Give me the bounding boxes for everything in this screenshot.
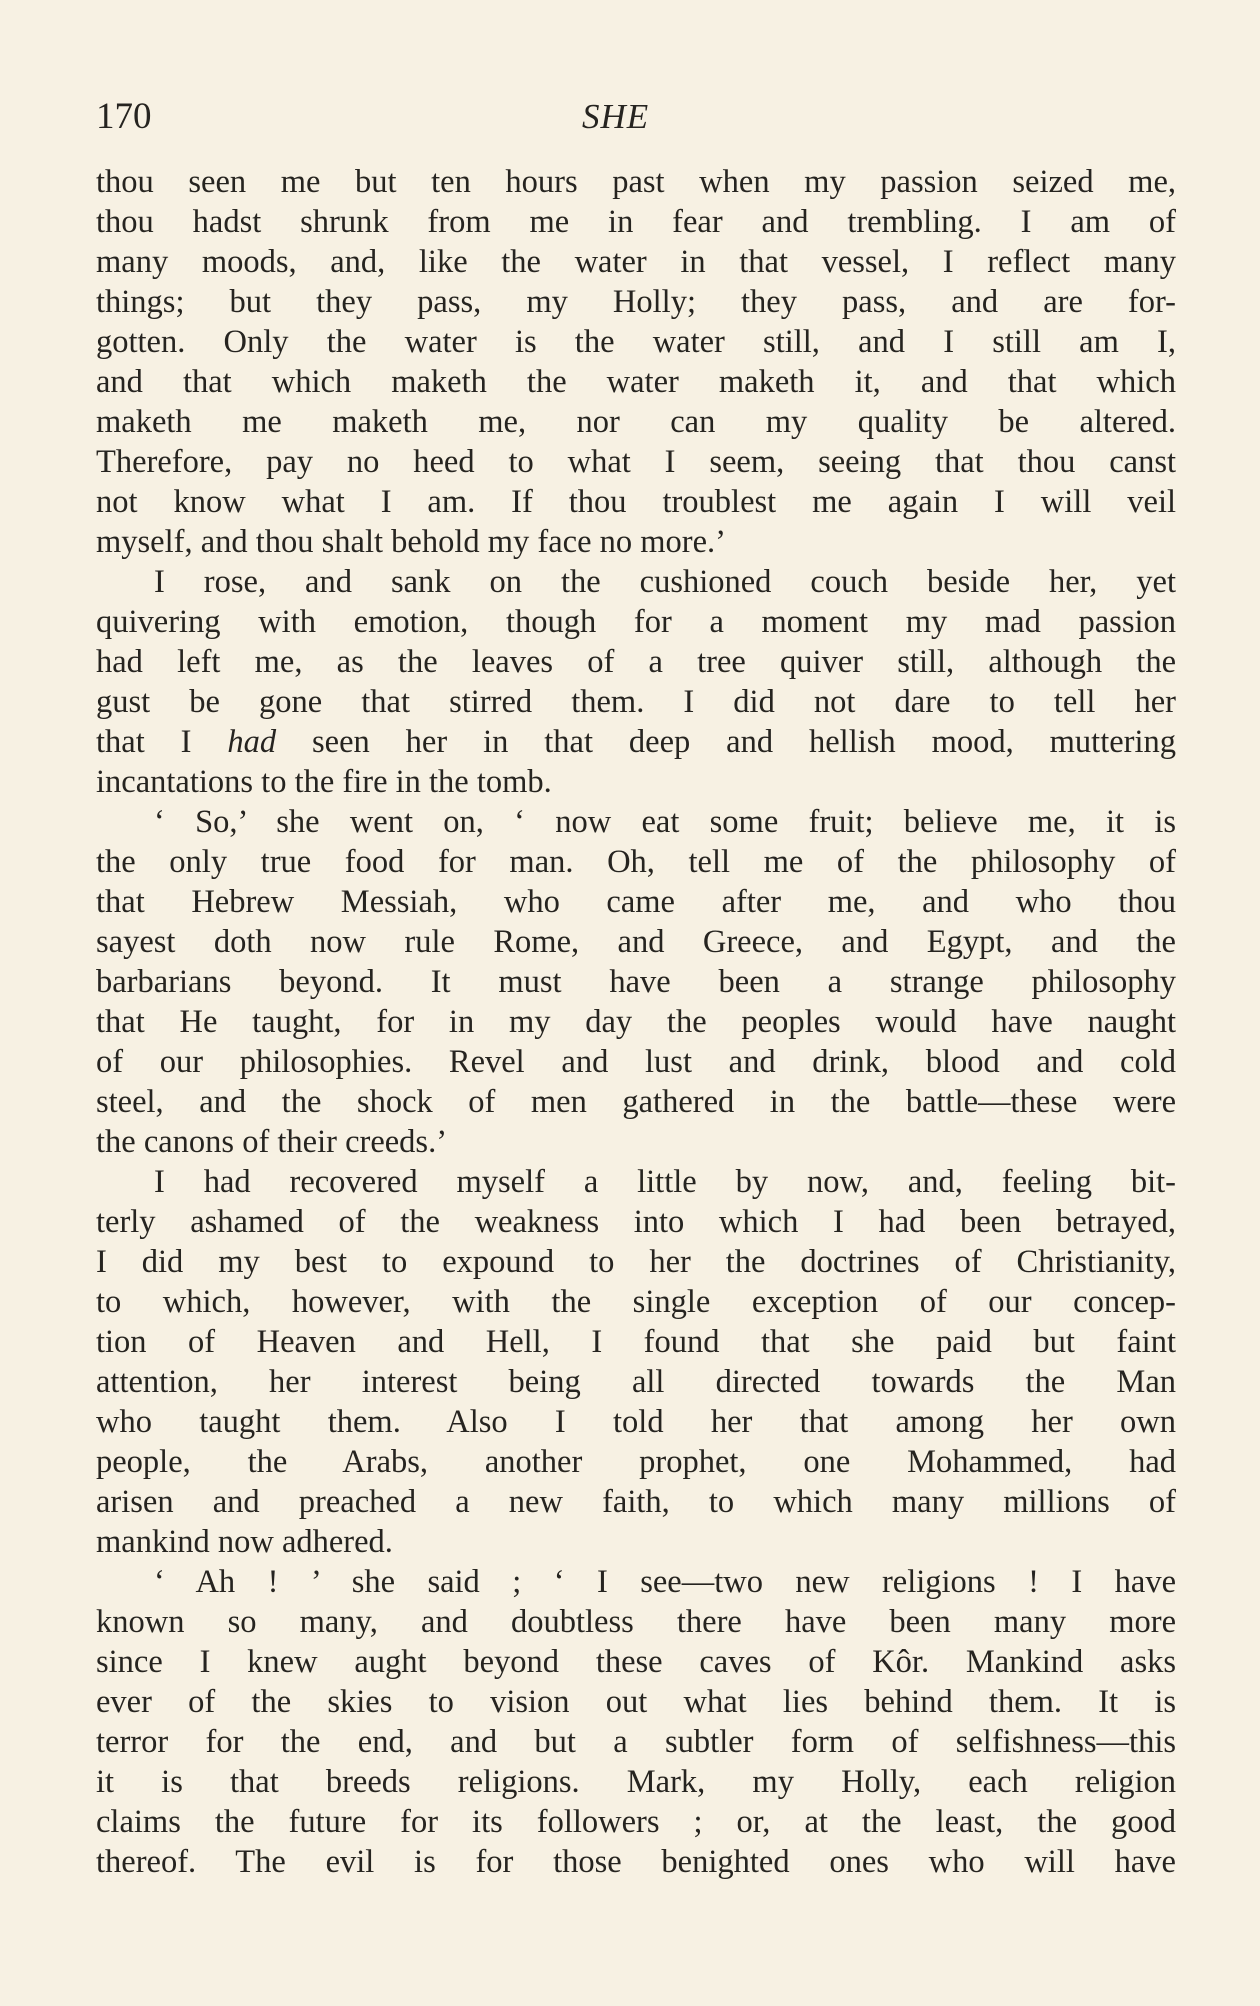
text-line: thereof. The evil is for those benighted ones who will have xyxy=(96,1844,1176,1880)
text-line: claims the future for its followers ; or, at the least, the good xyxy=(96,1804,1176,1840)
text-line: thou seen me but ten hours past when my passion seized me, xyxy=(96,164,1176,200)
text-line: thou hadst shrunk from me in fear and trembling. I am of xyxy=(96,204,1176,240)
text-line: attention, her interest being all directed towards the Man xyxy=(96,1364,1176,1400)
text-line: had left me, as the leaves of a tree quiver still, although the xyxy=(96,644,1176,680)
text-line: sayest doth now rule Rome, and Greece, and Egypt, and the xyxy=(96,924,1176,960)
text-line: I rose, and sank on the cushioned couch beside her, yet xyxy=(154,564,1176,600)
text-line: mankind now adhered. xyxy=(96,1524,393,1560)
text-line: terly ashamed of the weakness into which I had been betrayed, xyxy=(96,1204,1176,1240)
running-title: SHE xyxy=(582,97,650,136)
text-line: barbarians beyond. It must have been a strange philosophy xyxy=(96,964,1176,1000)
text-line: arisen and preached a new faith, to which many millions of xyxy=(96,1484,1176,1520)
text-line: that I had seen her in that deep and hellish mood, muttering xyxy=(96,724,1176,760)
text-line: that Hebrew Messiah, who came after me, and who thou xyxy=(96,884,1176,920)
text-line: gust be gone that stirred them. I did not dare to tell her xyxy=(96,684,1176,720)
text-line: since I knew aught beyond these caves of Kôr. Mankind asks xyxy=(96,1644,1176,1680)
text-line: steel, and the shock of men gathered in the battle—these were xyxy=(96,1084,1176,1120)
text-line: who taught them. Also I told her that among her own xyxy=(96,1404,1176,1440)
text-line: things; but they pass, my Holly; they pass, and are for- xyxy=(96,284,1176,320)
body-text xyxy=(96,162,1176,1882)
running-head xyxy=(96,92,1176,142)
text-line: quivering with emotion, though for a moment my mad passion xyxy=(96,604,1176,640)
text-line: and that which maketh the water maketh it, and that which xyxy=(96,364,1176,400)
text-line: it is that breeds religions. Mark, my Holly, each religion xyxy=(96,1764,1176,1800)
emphasis: had xyxy=(227,724,277,760)
text-line: known so many, and doubtless there have been many more xyxy=(96,1604,1176,1640)
text-line: of our philosophies. Revel and lust and drink, blood and cold xyxy=(96,1044,1176,1080)
text-line: ‘ So,’ she went on, ‘ now eat some fruit; believe me, it is xyxy=(154,804,1176,840)
text-line: people, the Arabs, another prophet, one Mohammed, had xyxy=(96,1444,1176,1480)
page-number: 170 xyxy=(96,96,152,137)
text-line: to which, however, with the single exception of our concep- xyxy=(96,1284,1176,1320)
text-line: many moods, and, like the water in that vessel, I reflect many xyxy=(96,244,1176,280)
text-line: the only true food for man. Oh, tell me of the philosophy of xyxy=(96,844,1176,880)
text-line: ‘ Ah ! ’ she said ; ‘ I see—two new religions ! I have xyxy=(154,1564,1176,1600)
text-line: Therefore, pay no heed to what I seem, seeing that thou canst xyxy=(96,444,1176,480)
text-line: ever of the skies to vision out what lies behind them. It is xyxy=(96,1684,1176,1720)
text-line: terror for the end, and but a subtler form of selfishness—this xyxy=(96,1724,1176,1760)
text-line: I had recovered myself a little by now, and, feeling bit- xyxy=(154,1164,1176,1200)
text-line: that He taught, for in my day the peoples would have naught xyxy=(96,1004,1176,1040)
text-line: tion of Heaven and Hell, I found that she paid but faint xyxy=(96,1324,1176,1360)
text-line: gotten. Only the water is the water still, and I still am I, xyxy=(96,324,1176,360)
text-line: not know what I am. If thou troublest me again I will veil xyxy=(96,484,1176,520)
text-line: the canons of their creeds.’ xyxy=(96,1124,448,1160)
text-line: I did my best to expound to her the doctrines of Christianity, xyxy=(96,1244,1176,1280)
text-line: maketh me maketh me, nor can my quality be altered. xyxy=(96,404,1176,440)
text-line: incantations to the fire in the tomb. xyxy=(96,764,552,800)
text-line: myself, and thou shalt behold my face no more.’ xyxy=(96,524,726,560)
